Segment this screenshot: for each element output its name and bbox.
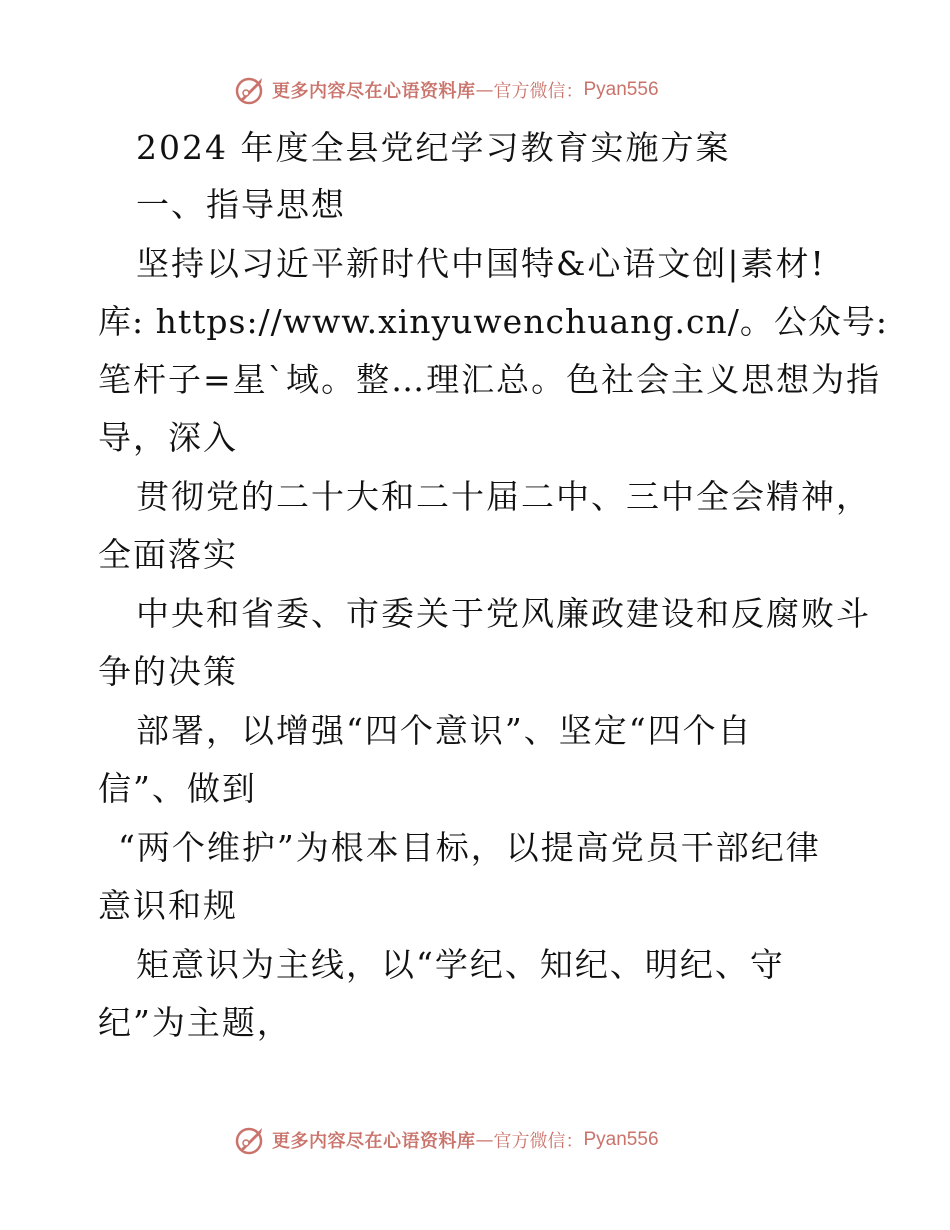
paragraph-line: 部署，以增强“四个意识”、坚定“四个自 [136,711,753,750]
banner-dash: — [475,79,494,101]
header-watermark-banner [234,72,659,108]
banner-wechat-handle: Pyan556 [583,79,659,100]
paragraph-line: 导，深入 [98,418,238,457]
paragraph-line: 争的决策 [98,652,238,691]
paragraph-line: 中央和省委、市委关于党风廉政建设和反腐败斗 [136,594,871,633]
banner-wechat-handle: Pyan556 [583,1129,659,1150]
paragraph-line: 信”、做到 [98,769,257,808]
banner-dash: — [475,1129,494,1151]
banner-site-text: 更多内容尽在心语资料库 [272,1131,476,1152]
footer-watermark-banner [234,1122,659,1158]
paragraph-line: 笔杆子=星`域。整…理汇总。色社会主义思想为指 [98,360,882,399]
section-heading: 一、指导思想 [136,185,346,224]
paragraph-line: 纪”为主题， [98,1003,292,1042]
paragraph-line: “两个维护”为根本目标，以提高党员干部纪律 [118,828,821,867]
paragraph-line: 坚持以习近平新时代中国特&心语文创|素材! [136,244,826,283]
pen-logo-icon [234,74,266,106]
pen-logo-icon [234,1124,266,1156]
document-title: 2024 年度全县党纪学习教育实施方案 [136,128,731,167]
paragraph-line-url: 库: https://www.xinyuwenchuang.cn/。公众号: [98,302,888,341]
banner-wechat-label: 官方微信： [493,81,584,102]
banner-site-text: 更多内容尽在心语资料库 [272,81,476,102]
paragraph-line: 意识和规 [98,886,238,925]
banner-wechat-label: 官方微信： [493,1131,584,1152]
paragraph-line: 贯彻党的二十大和二十届二中、三中全会精神， [136,477,871,516]
paragraph-line: 矩意识为主线，以“学纪、知纪、明纪、守 [136,945,785,984]
paragraph-line: 全面落实 [98,535,238,574]
